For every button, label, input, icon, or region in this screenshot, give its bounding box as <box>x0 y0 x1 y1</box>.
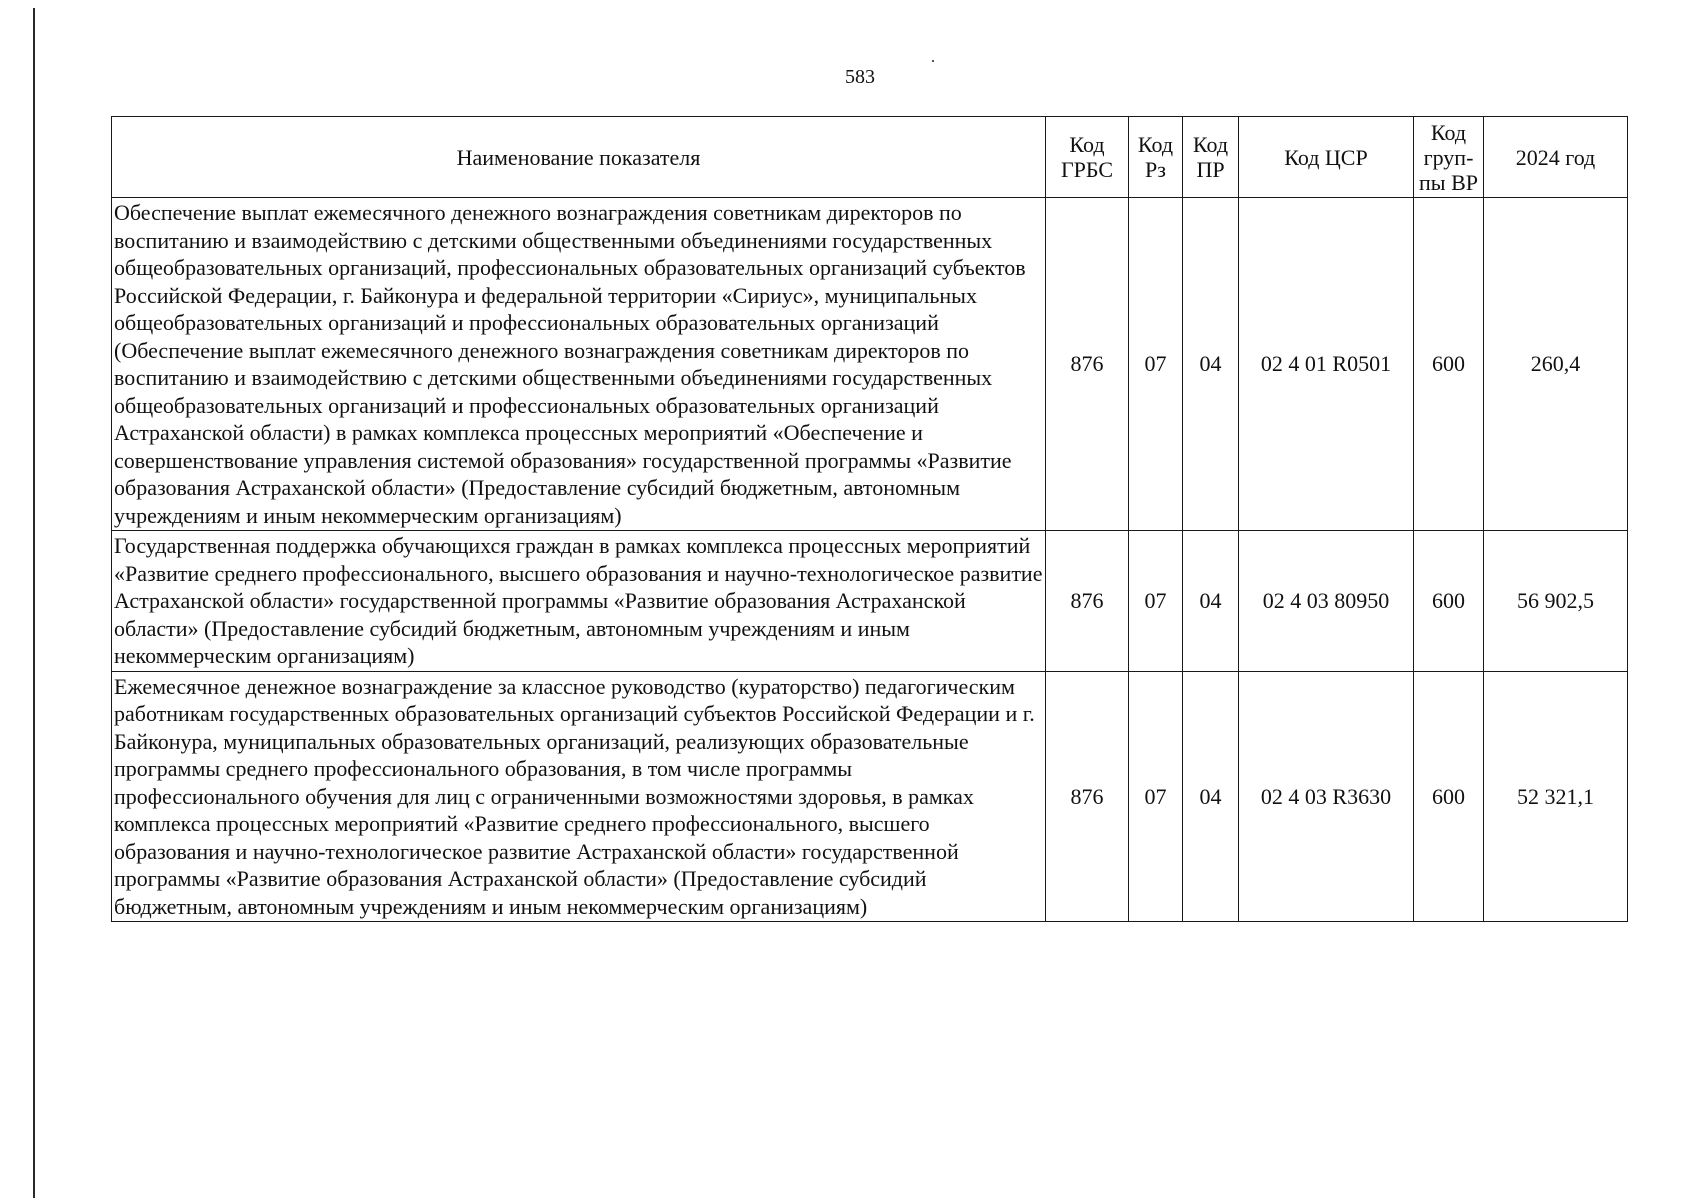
row-name: Обеспечение выплат ежемесячного денежного вознаграждения советникам директоров по воспитанию и взаимодействию с детскими общественными объединениями государственных общеобразовательных организаций, профессиональных образовательных организаций субъектов Российской Федерации, г. Байконура и федеральной территории «Сириус», муниципальных общеобразовательных организаций и профессиональных образовательных организаций (Обеспечение выплат ежемесячного денежного вознаграждения советникам директоров по воспитанию и взаимодействию с детскими общественными объединениями государственных общеобразовательных организаций и профессиональных образовательных организаций Астраханской области) в рамках комплекса процессных мероприятий «Обеспечение и совершенствование управления системой образования» государственной программы «Развитие образования Астраханской области» (Предоставление субсидий бюджетным, автономным учреждениям и иным некоммерческим организациям) <box>112 198 1046 531</box>
header-csr: Код ЦСР <box>1239 117 1414 198</box>
budget-table <box>111 116 1628 922</box>
row-year: 56 902,5 <box>1484 531 1628 672</box>
row-vr: 600 <box>1414 671 1484 922</box>
header-pr: Код ПР <box>1183 117 1239 198</box>
row-pr: 04 <box>1183 671 1239 922</box>
header-name: Наименование показателя <box>112 117 1046 198</box>
row-csr: 02 4 03 R3630 <box>1239 671 1414 922</box>
header-vr: Код груп-пы ВР <box>1414 117 1484 198</box>
row-rz: 07 <box>1129 531 1183 672</box>
scan-speck <box>932 60 934 62</box>
row-pr: 04 <box>1183 198 1239 531</box>
row-grbs: 876 <box>1046 671 1129 922</box>
row-name: Ежемесячное денежное вознаграждение за классное руководство (кураторство) педагогическим работникам государственных образовательных организаций субъектов Российской Федерации и г. Байконура, муниципальных образовательных организаций, реализующих образовательные программы среднего профессионального образования, в том числе программы профессионального обучения для лиц с ограниченными возможностями здоровья, в рамках комплекса процессных мероприятий «Развитие среднего профессионального, высшего образования и научно-технологическое развитие Астраханской области» государственной программы «Развитие образования Астраханской области» (Предоставление субсидий бюджетным, автономным учреждениям и иным некоммерческим организациям) <box>112 671 1046 922</box>
table-header-row <box>112 117 1628 198</box>
row-vr: 600 <box>1414 198 1484 531</box>
binding-margin-line <box>33 8 35 1198</box>
row-year: 260,4 <box>1484 198 1628 531</box>
row-rz: 07 <box>1129 198 1183 531</box>
table-row <box>112 531 1628 672</box>
table-row <box>112 198 1628 531</box>
row-csr: 02 4 03 80950 <box>1239 531 1414 672</box>
row-csr: 02 4 01 R0501 <box>1239 198 1414 531</box>
page-number: 583 <box>845 66 875 88</box>
row-rz: 07 <box>1129 671 1183 922</box>
header-rz: Код Рз <box>1129 117 1183 198</box>
row-year: 52 321,1 <box>1484 671 1628 922</box>
table-row <box>112 671 1628 922</box>
header-year: 2024 год <box>1484 117 1628 198</box>
row-grbs: 876 <box>1046 198 1129 531</box>
row-grbs: 876 <box>1046 531 1129 672</box>
row-name: Государственная поддержка обучающихся граждан в рамках комплекса процессных мероприятий «Развитие среднего профессионального, высшего образования и научно-технологическое развитие Астраханской области» государственной программы «Развитие образования Астраханской области» (Предоставление субсидий бюджетным, автономным учреждениям и иным некоммерческим организациям) <box>112 531 1046 672</box>
row-pr: 04 <box>1183 531 1239 672</box>
header-grbs: Код ГРБС <box>1046 117 1129 198</box>
row-vr: 600 <box>1414 531 1484 672</box>
